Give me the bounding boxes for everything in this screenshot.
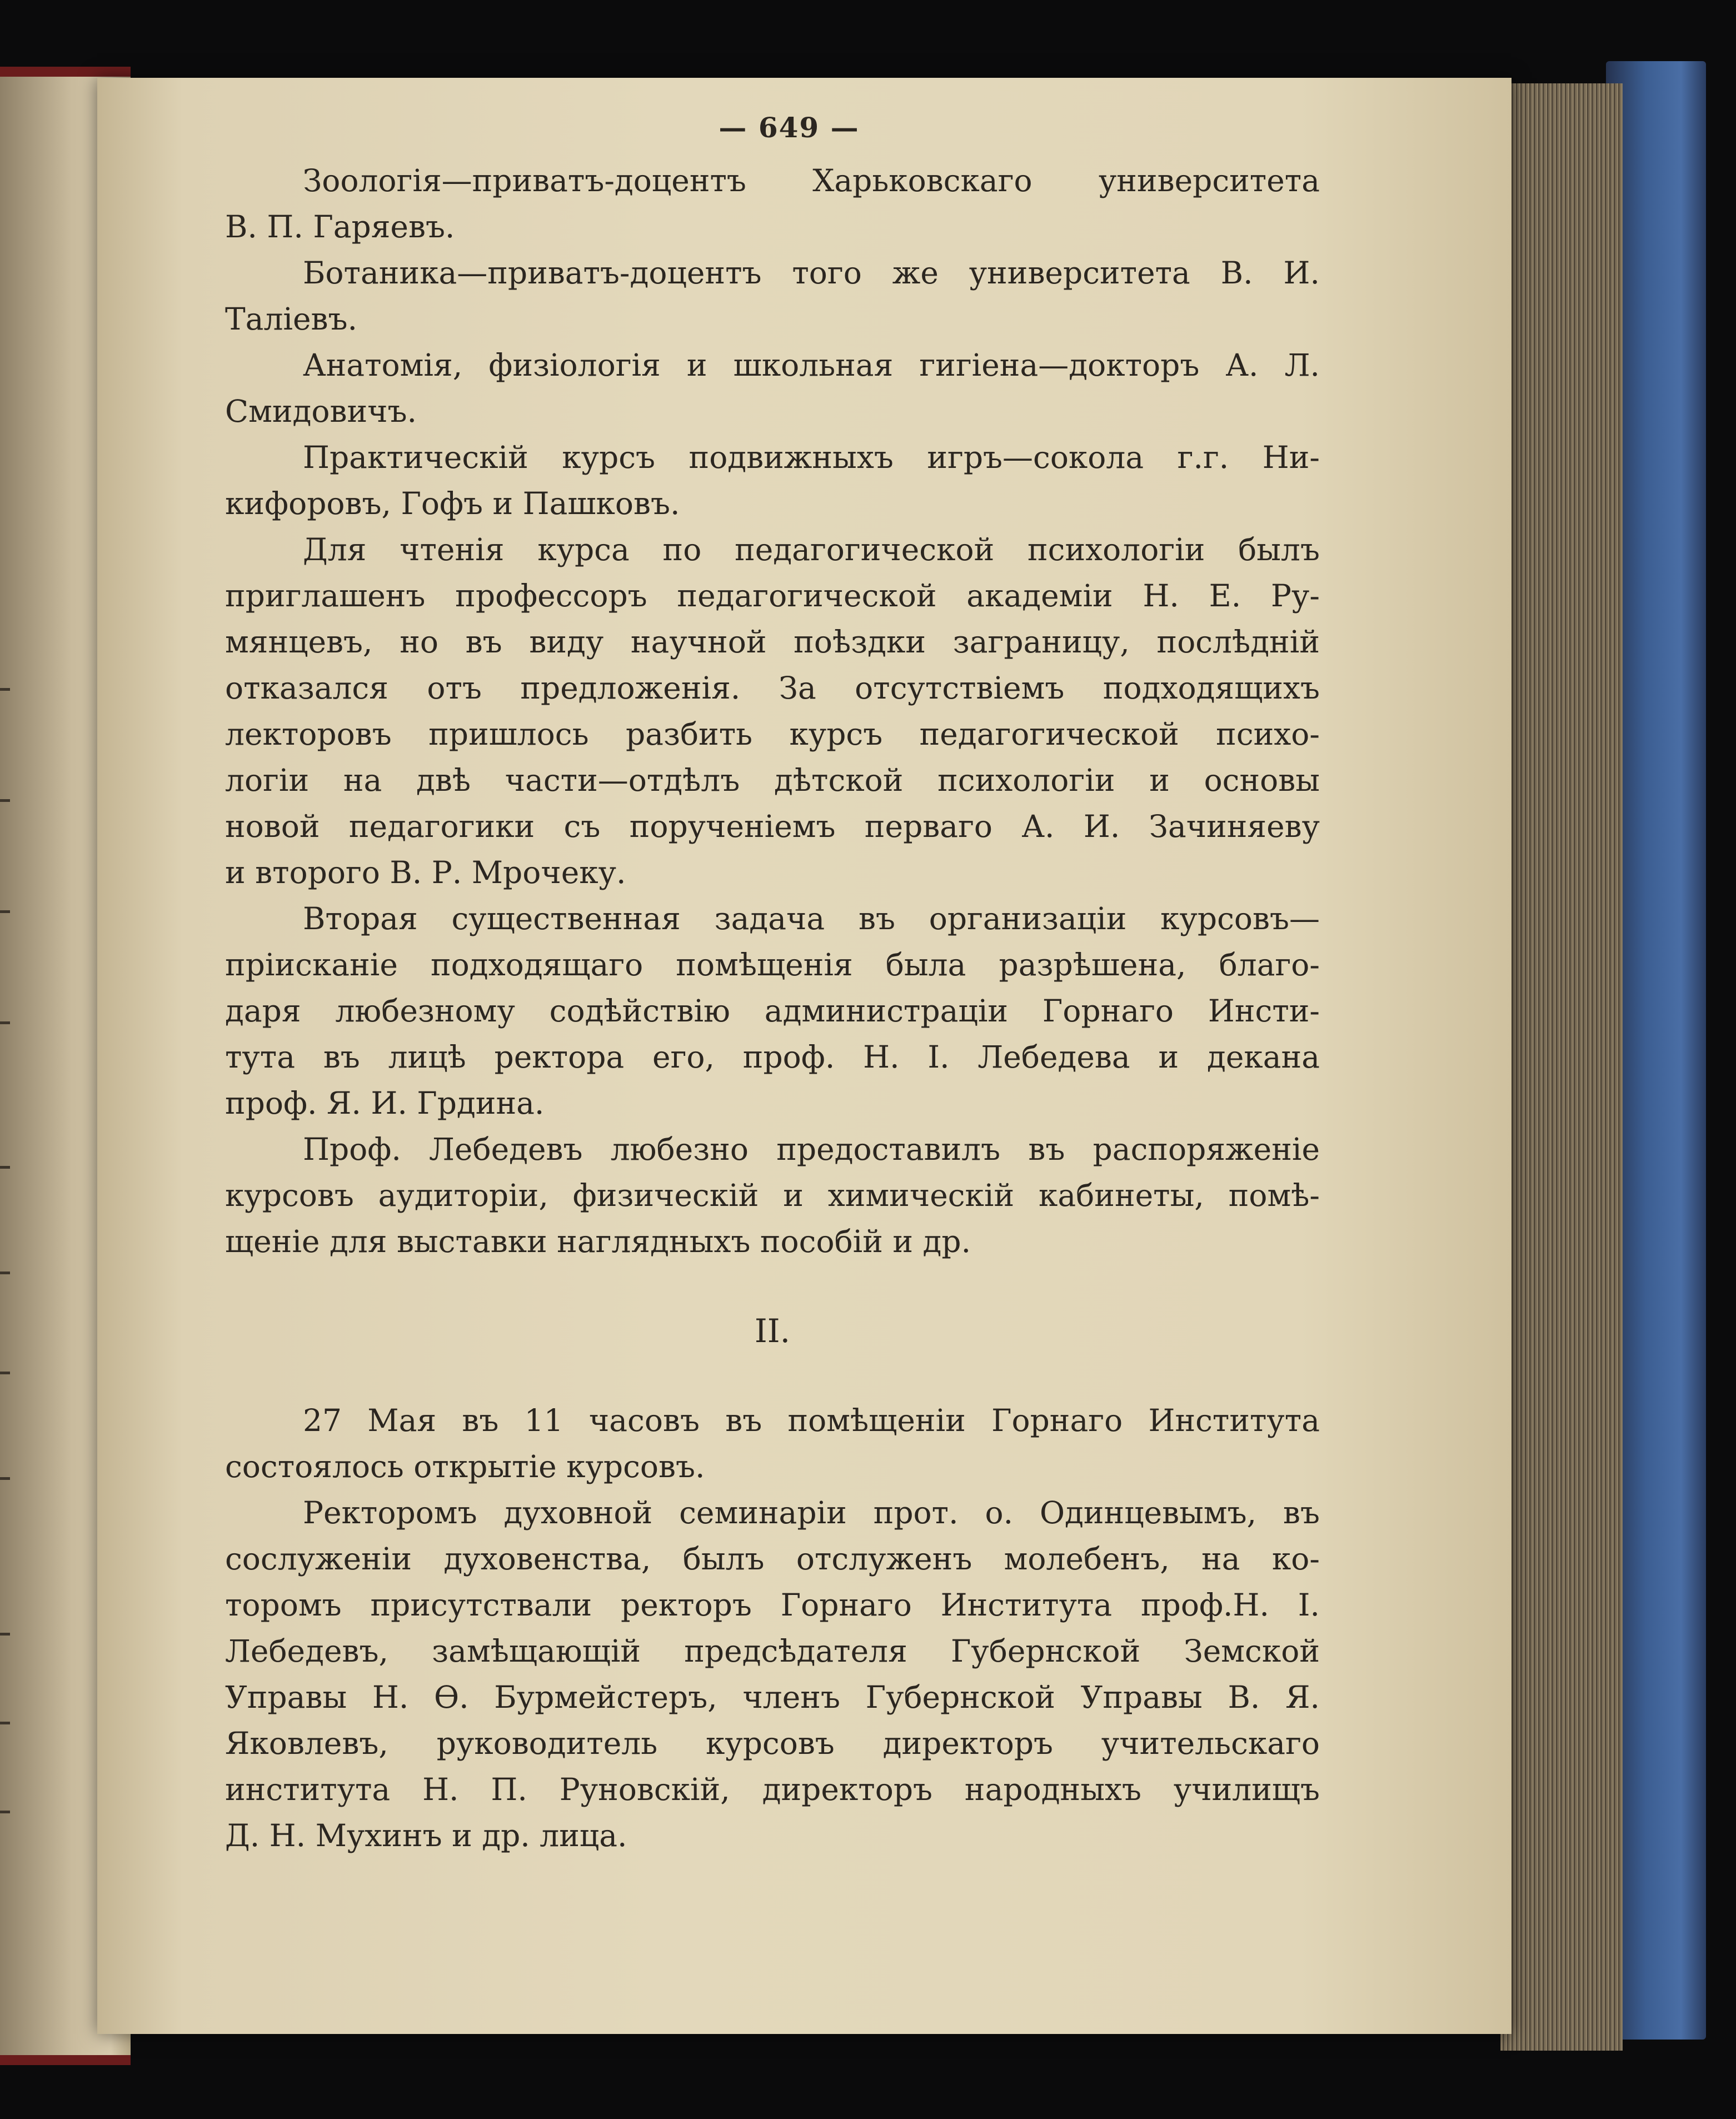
- body-text-continued: [225, 1398, 1320, 1859]
- text-line: Управы Н. Ѳ. Бурмейстеръ, членъ Губернской Управы В. Я.: [225, 1679, 1320, 1715]
- page-edges: [1500, 83, 1623, 2051]
- text-line: и второго В. Р. Мрочеку.: [225, 855, 626, 890]
- text-line: Таліевъ.: [225, 301, 357, 337]
- text-line: состоялось открытіе курсовъ.: [225, 1449, 705, 1484]
- text-line: Анатомія, физіологія и школьная гигіена—докторъ А. Л.: [303, 347, 1320, 383]
- text-line: 27 Мая въ 11 часовъ въ помѣщеніи Горнаго Института: [303, 1403, 1320, 1438]
- page-number: — 649 —: [719, 111, 860, 144]
- paragraph: [225, 896, 1320, 1126]
- paragraph: [225, 158, 1320, 250]
- text-line: Лебедевъ, замѣщающій предсѣдателя Губернской Земской: [225, 1633, 1320, 1669]
- text-line: новой педагогики съ порученіемъ перваго А. И. Зачиняеву: [225, 809, 1320, 844]
- left-page-mark: [0, 910, 10, 913]
- paragraph: [225, 527, 1320, 896]
- text-line: Ректоромъ духовной семинаріи прот. о. Одинцевымъ, въ: [303, 1495, 1320, 1530]
- paragraph: [225, 1398, 1320, 1490]
- left-page-mark: [0, 1477, 10, 1480]
- text-line: Проф. Лебедевъ любезно предоставилъ въ распоряженіе: [303, 1131, 1320, 1167]
- text-line: Для чтенія курса по педагогической психологіи былъ: [303, 532, 1320, 567]
- paragraph: [225, 342, 1320, 435]
- text-line: Ботаника—приватъ-доцентъ того же университета В. И.: [303, 255, 1320, 291]
- text-line: Практическій курсъ подвижныхъ игръ—сокола г.г. Ни-: [303, 440, 1320, 475]
- text-line: Зоологія—приватъ-доцентъ Харьковскаго университета: [303, 163, 1320, 198]
- paragraph: [225, 1126, 1320, 1265]
- text-line: приглашенъ профессоръ педагогической академіи Н. Е. Ру-: [225, 578, 1320, 614]
- left-page-mark: [0, 1633, 10, 1636]
- paragraph: [225, 250, 1320, 342]
- text-line: тута въ лицѣ ректора его, проф. Н. І. Лебедева и декана: [225, 1039, 1320, 1075]
- text-line: кифоровъ, Гофъ и Пашковъ.: [225, 486, 680, 521]
- left-page-mark: [0, 799, 10, 802]
- section-heading: II.: [754, 1312, 791, 1350]
- left-page-mark: [0, 1272, 10, 1274]
- text-line: проф. Я. И. Грдина.: [225, 1085, 545, 1121]
- left-page-mark: [0, 1372, 10, 1374]
- text-line: института Н. П. Руновскій, директоръ народныхъ училищъ: [225, 1772, 1320, 1807]
- text-line: лекторовъ пришлось разбить курсъ педагогической психо-: [225, 716, 1320, 752]
- text-line: мянцевъ, но въ виду научной поѣздки заграницу, послѣдній: [225, 624, 1320, 660]
- text-line: Вторая существенная задача въ организаціи курсовъ—: [303, 901, 1320, 936]
- text-line: даря любезному содѣйствію администраціи Горнаго Инсти-: [225, 993, 1320, 1029]
- text-line: курсовъ аудиторіи, физическій и химическій кабинеты, помѣ-: [225, 1178, 1320, 1213]
- left-page-mark: [0, 1811, 10, 1813]
- text-line: отказался отъ предложенія. За отсутствіемъ подходящихъ: [225, 670, 1320, 706]
- book-page: [97, 78, 1511, 2034]
- left-page-mark: [0, 1722, 10, 1724]
- left-page-mark: [0, 1166, 10, 1169]
- paragraph: [225, 435, 1320, 527]
- left-page-mark: [0, 1021, 10, 1024]
- text-line: В. П. Гаряевъ.: [225, 209, 455, 245]
- left-page-mark: [0, 688, 10, 691]
- text-line: Яковлевъ, руководитель курсовъ директоръ учительскаго: [225, 1726, 1320, 1761]
- text-line: логіи на двѣ части—отдѣлъ дѣтской психологіи и основы: [225, 762, 1320, 798]
- text-line: пріисканіе подходящаго помѣщенія была разрѣшена, благо-: [225, 947, 1320, 983]
- text-line: Смидовичъ.: [225, 393, 417, 429]
- text-line: щеніе для выставки наглядныхъ пособій и др.: [225, 1224, 971, 1259]
- text-line: торомъ присутствали ректоръ Горнаго Института проф.Н. І.: [225, 1587, 1320, 1623]
- body-text: [225, 158, 1320, 1265]
- text-block: [225, 111, 1320, 1859]
- text-line: Д. Н. Мухинъ и др. лица.: [225, 1818, 627, 1853]
- text-line: сослуженіи духовенства, былъ отслуженъ молебенъ, на ко-: [225, 1541, 1320, 1577]
- paragraph: [225, 1490, 1320, 1859]
